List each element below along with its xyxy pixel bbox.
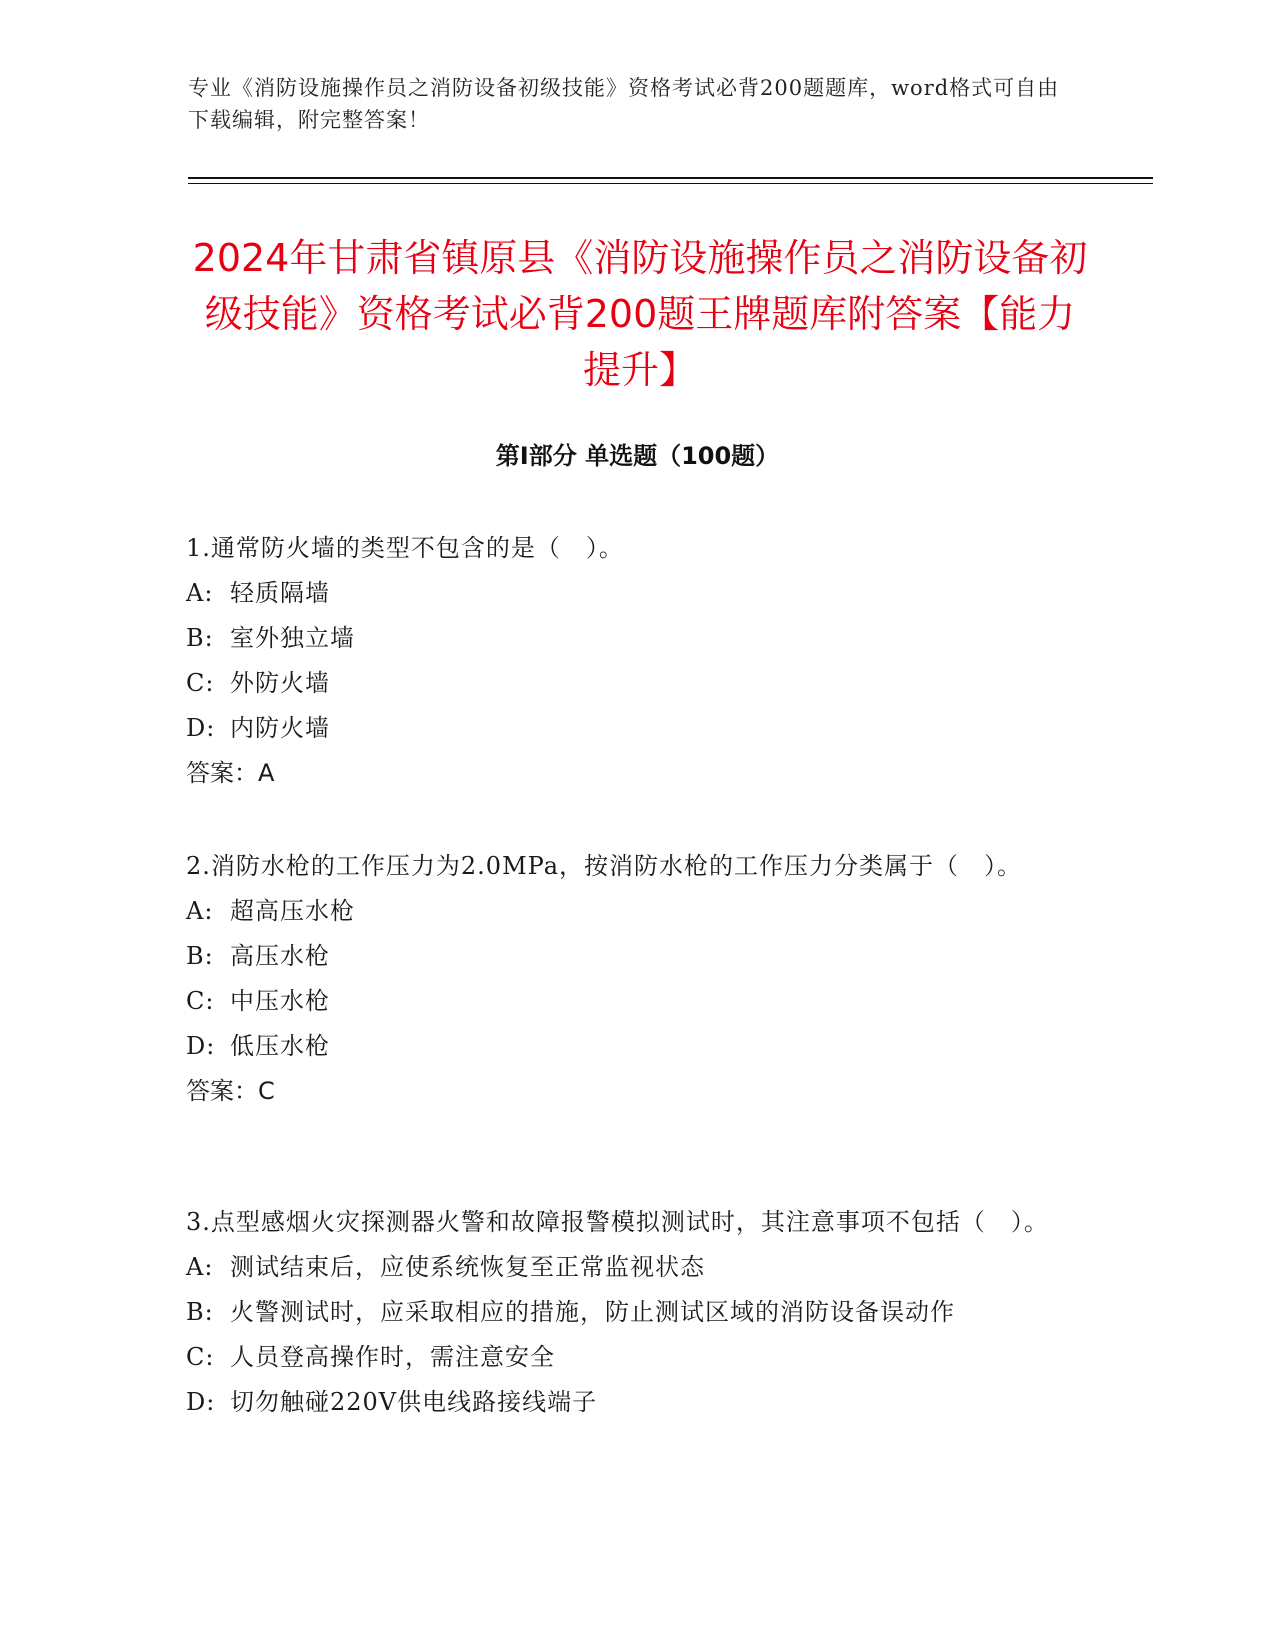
option-letter: B: (186, 624, 214, 652)
question-stem: 3.点型感烟火灾探测器火警和故障报警模拟测试时，其注意事项不包括（ ）。 (186, 1208, 1049, 1236)
option-letter: D: (186, 714, 216, 742)
option-letter: B: (186, 942, 214, 970)
option-b (186, 934, 1086, 979)
option-b (186, 616, 1086, 661)
option-c (186, 661, 1086, 706)
option-text: 超高压水枪 (230, 897, 355, 925)
header-note: 专业《消防设施操作员之消防设备初级技能》资格考试必背200题题库，word格式可自由下载编辑，附完整答案！ (188, 76, 1060, 132)
option-text: 火警测试时，应采取相应的措施，防止测试区域的消防设备误动作 (230, 1298, 955, 1326)
question-1 (186, 526, 1086, 796)
option-c (186, 979, 1086, 1024)
option-b (186, 1290, 1086, 1335)
option-a (186, 889, 1086, 934)
option-text: 内防火墙 (230, 714, 330, 742)
option-text: 中压水枪 (230, 987, 330, 1015)
option-letter: A: (186, 579, 214, 607)
question-3 (186, 1200, 1086, 1425)
option-text: 室外独立墙 (230, 624, 355, 652)
option-letter: C: (186, 669, 215, 697)
option-letter: C: (186, 1343, 215, 1371)
option-a (186, 571, 1086, 616)
question-2 (186, 844, 1086, 1114)
header-rule-thick (188, 177, 1153, 179)
option-letter: B: (186, 1298, 214, 1326)
option-text: 外防火墙 (230, 669, 330, 697)
section-heading: 第I部分 单选题（100题） (495, 442, 780, 470)
answer-line: 答案：C (186, 1077, 275, 1105)
option-letter: D: (186, 1388, 216, 1416)
question-stem: 2.消防水枪的工作压力为2.0MPa，按消防水枪的工作压力分类属于（ ）。 (186, 852, 1023, 880)
option-a (186, 1245, 1086, 1290)
option-letter: A: (186, 1253, 214, 1281)
option-d (186, 1024, 1086, 1069)
option-text: 高压水枪 (230, 942, 330, 970)
option-d (186, 1380, 1086, 1425)
document-title: 2024年甘肃省镇原县《消防设施操作员之消防设备初级技能》资格考试必背200题王牌题库附答案【能力提升】 (192, 236, 1088, 392)
option-letter: A: (186, 897, 214, 925)
answer-line: 答案：A (186, 759, 275, 787)
option-c (186, 1335, 1086, 1380)
option-text: 切勿触碰220V供电线路接线端子 (230, 1388, 598, 1416)
option-text: 测试结束后，应使系统恢复至正常监视状态 (230, 1253, 705, 1281)
option-letter: D: (186, 1032, 216, 1060)
option-text: 轻质隔墙 (230, 579, 330, 607)
question-stem: 1.通常防火墙的类型不包含的是（ ）。 (186, 534, 624, 562)
option-d (186, 706, 1086, 751)
header-rule-thin (188, 183, 1153, 184)
option-text: 低压水枪 (230, 1032, 330, 1060)
option-text: 人员登高操作时，需注意安全 (230, 1343, 555, 1371)
option-letter: C: (186, 987, 215, 1015)
